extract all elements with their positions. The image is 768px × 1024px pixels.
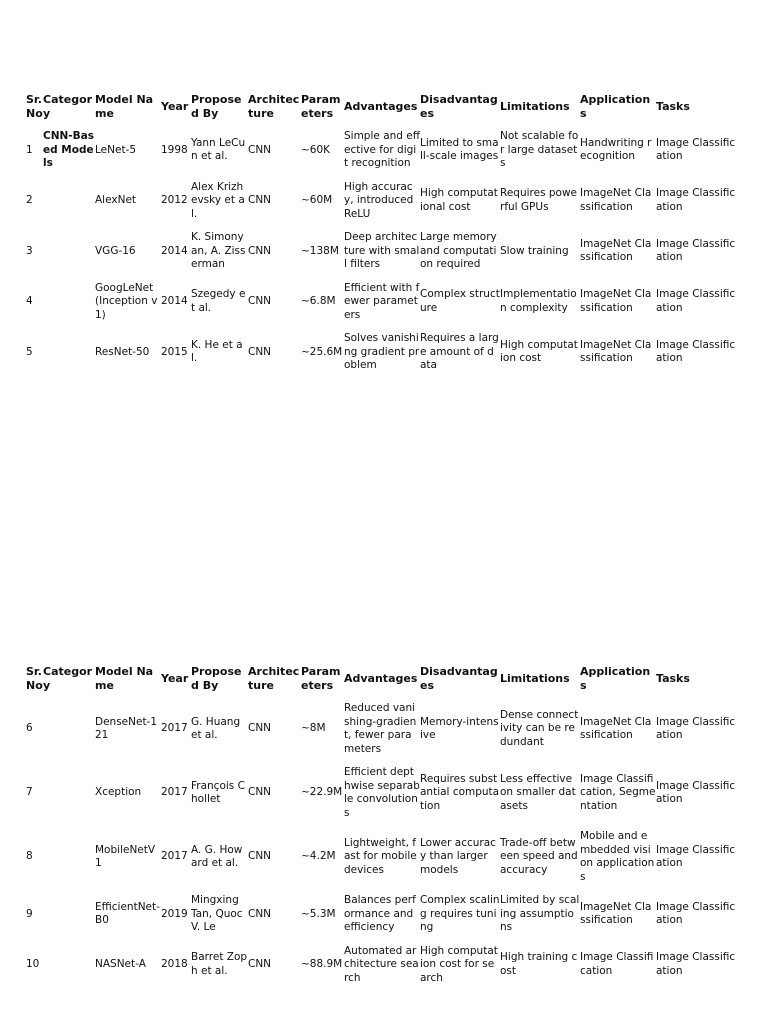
cell-tasks: Image Classification — [656, 715, 736, 741]
cell-parameters: ~6.8M — [301, 295, 336, 307]
cell-sno: 3 — [26, 244, 33, 257]
cell-sno: 8 — [26, 850, 33, 863]
cell-tasks: Image Classification — [656, 288, 736, 314]
cell-model-name: ResNet-50 — [95, 345, 150, 358]
header-advantages: Advantages — [344, 99, 418, 113]
cell-model-name: LeNet-5 — [95, 143, 137, 156]
models-table-2 — [26, 660, 736, 990]
cell-tasks: Image Classification — [656, 900, 736, 927]
cell-tasks: Image Classification — [656, 237, 736, 264]
cell-applications: Image Classification, Segmentation — [580, 772, 656, 812]
cell-category — [43, 889, 95, 940]
cell-disadvantages: Large memory and computation required — [420, 231, 497, 270]
table-row — [26, 176, 736, 227]
header-proposed-by: Proposed By — [191, 93, 242, 120]
cell-year: 2019 — [161, 907, 188, 920]
cell-year: 2014 — [161, 295, 188, 307]
cell-tasks: Image Classification — [656, 843, 736, 869]
cell-proposed-by: Mingxing Tan, Quoc V. Le — [191, 894, 243, 933]
cell-model-name: AlexNet — [95, 194, 137, 206]
cell-proposed-by: G. Huang et al. — [191, 715, 241, 741]
cell-sno: 4 — [26, 295, 33, 307]
cell-model-name: NASNet-A — [95, 958, 146, 970]
cell-proposed-by: Yann LeCun et al. — [191, 136, 246, 163]
cell-parameters: ~4.2M — [301, 850, 336, 863]
cell-limitations: Requires powerful GPUs — [500, 187, 578, 213]
cell-proposed-by: A. G. Howard et al. — [191, 843, 243, 869]
header-row — [26, 88, 736, 125]
cell-disadvantages: Requires substantial computation — [420, 772, 500, 812]
cell-sno: 2 — [26, 194, 33, 206]
header-architecture: Architecture — [248, 93, 300, 120]
cell-tasks: Image Classification — [656, 779, 736, 805]
cell-parameters: ~5.3M — [301, 907, 336, 920]
cell-architecture: CNN — [248, 958, 272, 970]
cell-architecture: CNN — [248, 907, 272, 920]
header-advantages: Advantages — [344, 671, 418, 685]
cell-applications: Handwriting recognition — [580, 136, 652, 163]
cell-year: 2014 — [161, 244, 188, 257]
header-parameters: Parameters — [301, 665, 341, 692]
cell-disadvantages: Requires a large amount of data — [420, 332, 499, 371]
header-applications: Applications — [580, 93, 651, 120]
cell-category — [43, 697, 95, 761]
table-row — [26, 940, 736, 991]
cell-model-name: GoogLeNet (Inception v1) — [95, 281, 158, 321]
cell-parameters: ~60M — [301, 194, 333, 206]
cell-proposed-by: K. He et al. — [191, 338, 243, 365]
cell-category — [43, 761, 95, 825]
cell-advantages: Reduced vanishing-gradient, fewer parameters — [344, 702, 417, 755]
cell-architecture: CNN — [248, 345, 272, 358]
cell-limitations: Slow training — [500, 244, 569, 257]
header-disadvantages: Disadvantages — [420, 665, 498, 692]
header-tasks: Tasks — [656, 671, 690, 685]
cell-year: 1998 — [161, 143, 188, 156]
cell-advantages: Simple and effective for digit recognition — [344, 130, 420, 169]
table-row — [26, 697, 736, 761]
cell-advantages: Lightweight, fast for mobile devices — [344, 836, 417, 876]
cell-applications: ImageNet Classification — [580, 187, 652, 213]
cell-year: 2017 — [161, 850, 188, 863]
header-limitations: Limitations — [500, 99, 570, 113]
cell-parameters: ~88.9M — [301, 958, 343, 970]
cell-limitations: Implementation complexity — [500, 288, 577, 314]
header-applications: Applications — [580, 665, 651, 692]
cell-parameters: ~8M — [301, 722, 326, 735]
cell-category — [43, 825, 95, 889]
cell-limitations: High training cost — [500, 951, 578, 977]
cell-parameters: ~60K — [301, 143, 331, 156]
cell-category: CNN-Based Models — [43, 130, 94, 169]
cell-advantages: Solves vanishing gradient problem — [344, 332, 420, 371]
cell-category — [43, 226, 95, 277]
cell-advantages: Deep architecture with small filters — [344, 231, 420, 270]
cell-disadvantages: Lower accuracy than larger models — [420, 836, 496, 876]
cell-proposed-by: François Chollet — [191, 779, 245, 805]
cell-sno: 10 — [26, 958, 40, 970]
cell-applications: Mobile and embedded vision applications — [580, 830, 655, 883]
cell-sno: 6 — [26, 722, 33, 735]
cell-advantages: High accuracy, introduced ReLU — [344, 180, 414, 220]
header-proposed-by: Proposed By — [191, 665, 242, 692]
header-category: Category — [43, 93, 93, 120]
cell-architecture: CNN — [248, 143, 272, 156]
cell-advantages: Automated architecture search — [344, 944, 419, 984]
table-row — [26, 226, 736, 277]
cell-year: 2017 — [161, 786, 188, 799]
cell-model-name: MobileNetV1 — [95, 843, 156, 869]
cell-applications: ImageNet Classification — [580, 900, 652, 927]
cell-category — [43, 277, 95, 328]
cell-architecture: CNN — [248, 194, 272, 206]
cell-year: 2012 — [161, 194, 188, 206]
header-limitations: Limitations — [500, 671, 570, 685]
cell-model-name: VGG-16 — [95, 244, 136, 257]
cell-model-name: EfficientNet-B0 — [95, 900, 160, 927]
table-row — [26, 889, 736, 940]
cell-disadvantages: Complex structure — [420, 288, 500, 314]
cell-advantages: Balances performance and efficiency — [344, 894, 416, 933]
cell-year: 2018 — [161, 958, 188, 970]
table-header — [26, 88, 736, 125]
cell-disadvantages: Limited to small-scale images — [420, 136, 499, 163]
cell-sno: 9 — [26, 907, 33, 920]
cell-architecture: CNN — [248, 295, 272, 307]
cell-advantages: Efficient depthwise separable convolutions — [344, 766, 420, 819]
cell-disadvantages: Memory-intensive — [420, 715, 499, 741]
cell-year: 2015 — [161, 345, 188, 358]
cell-proposed-by: Barret Zoph et al. — [191, 951, 248, 977]
header-model-name: Model Name — [95, 93, 154, 120]
cell-proposed-by: K. Simonyan, A. Zisserman — [191, 231, 246, 270]
cell-applications: ImageNet Classification — [580, 237, 652, 264]
cell-limitations: Trade-off between speed and accuracy — [500, 836, 578, 876]
table-row — [26, 825, 736, 889]
table-row — [26, 761, 736, 825]
cell-tasks: Image Classification — [656, 338, 736, 365]
header-architecture: Architecture — [248, 665, 300, 692]
header-model-name: Model Name — [95, 665, 154, 692]
cell-applications: Image Classification — [580, 951, 654, 977]
cell-category — [43, 176, 95, 227]
table-row — [26, 125, 736, 176]
cell-architecture: CNN — [248, 244, 272, 257]
cell-limitations: Limited by scaling assumptions — [500, 894, 580, 933]
cell-category — [43, 327, 95, 378]
cell-disadvantages: High computation cost for search — [420, 944, 498, 984]
cell-category — [43, 940, 95, 991]
cell-parameters: ~25.6M — [301, 345, 343, 358]
cell-disadvantages: High computational cost — [420, 187, 498, 213]
table-header — [26, 660, 736, 697]
cell-architecture: CNN — [248, 722, 272, 735]
header-sno: Sr. No — [26, 93, 43, 120]
header-year: Year — [161, 671, 189, 685]
cell-limitations: Not scalable for large datasets — [500, 130, 579, 169]
cell-applications: ImageNet Classification — [580, 338, 652, 365]
cell-applications: ImageNet Classification — [580, 715, 652, 741]
cell-model-name: DenseNet-121 — [95, 715, 158, 741]
cell-proposed-by: Szegedy et al. — [191, 288, 246, 314]
cell-sno: 7 — [26, 786, 33, 799]
cell-parameters: ~22.9M — [301, 786, 343, 799]
cell-year: 2017 — [161, 722, 188, 735]
header-sno: Sr. No — [26, 665, 43, 692]
cell-limitations: High computation cost — [500, 338, 578, 365]
cell-architecture: CNN — [248, 786, 272, 799]
header-category: Category — [43, 665, 93, 692]
cell-model-name: Xception — [95, 786, 142, 799]
cell-limitations: Less effective on smaller datasets — [500, 772, 576, 812]
cell-parameters: ~138M — [301, 244, 339, 257]
cell-applications: ImageNet Classification — [580, 288, 652, 314]
cell-proposed-by: Alex Krizhevsky et al. — [191, 180, 245, 220]
cell-tasks: Image Classification — [656, 136, 736, 163]
table-row — [26, 277, 736, 328]
cell-architecture: CNN — [248, 850, 272, 863]
header-parameters: Parameters — [301, 93, 341, 120]
cell-sno: 1 — [26, 143, 33, 156]
cell-tasks: Image Classification — [656, 951, 736, 977]
cell-tasks: Image Classification — [656, 187, 736, 213]
cell-limitations: Dense connectivity can be redundant — [500, 708, 579, 748]
models-table-1 — [26, 88, 736, 378]
cell-disadvantages: Complex scaling requires tuning — [420, 894, 500, 933]
header-year: Year — [161, 99, 189, 113]
cell-sno: 5 — [26, 345, 33, 358]
cell-advantages: Efficient with fewer parameters — [344, 281, 420, 321]
header-tasks: Tasks — [656, 99, 690, 113]
header-disadvantages: Disadvantages — [420, 93, 498, 120]
table-row — [26, 327, 736, 378]
header-row — [26, 660, 736, 697]
